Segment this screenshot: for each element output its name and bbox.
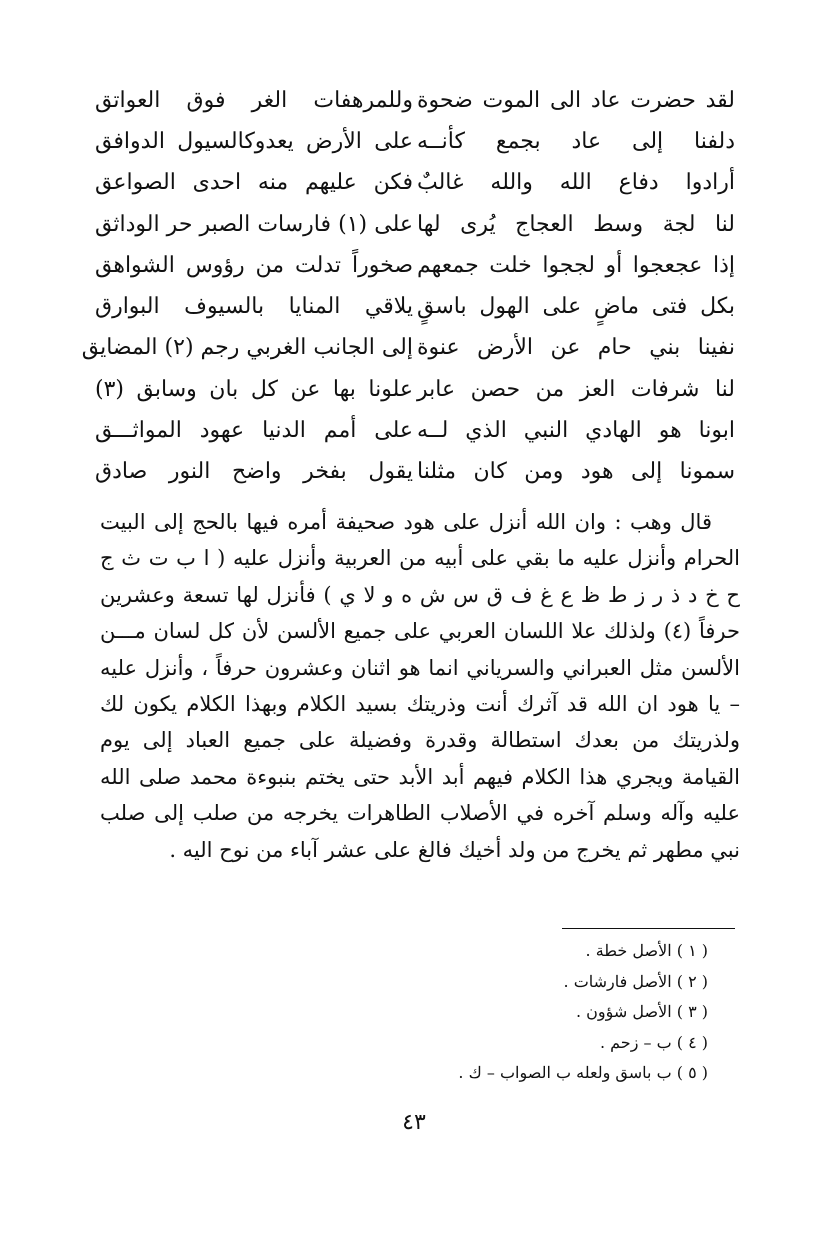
verse-first-hemistich: إذا عجعجوا أو لججوا خلت جمعهم — [417, 252, 735, 278]
verse-first-hemistich: لنا شرفات العز من حصن عابر — [417, 376, 735, 402]
poem-verse — [95, 80, 735, 121]
footnote-text: الأصل خطة . — [585, 941, 672, 960]
verse-second-hemistich: فكن عليهم منه احدى الصواعق — [95, 170, 413, 196]
footnote-divider — [562, 928, 735, 929]
verse-first-hemistich: سمونا إلى هود ومن كان مثلنا — [417, 459, 735, 485]
footnote — [288, 936, 708, 967]
verse-second-hemistich: على الأرض يعدوكالسيول الدوافق — [95, 128, 413, 154]
footnote — [288, 967, 708, 998]
verse-first-hemistich: لقد حضرت عاد الى الموت ضحوة — [417, 87, 735, 113]
verse-first-hemistich: دلفنا إلى عاد بجمع كأنــه — [417, 128, 735, 154]
footnote — [288, 997, 708, 1028]
verse-first-hemistich: ابونا هو الهادي النبي الذي لــه — [417, 418, 735, 444]
poem-verse — [95, 410, 735, 451]
footnote-number: ( ٤ ) — [676, 1032, 708, 1052]
verse-second-hemistich: إلى الجانب الغربي رجم (٢) المضايق — [81, 335, 413, 361]
footnote-number: ( ١ ) — [676, 941, 708, 960]
footnotes — [288, 936, 708, 1089]
footnote-number: ( ٢ ) — [676, 971, 708, 991]
poem-verse — [81, 328, 735, 369]
footnote-number: ( ٣ ) — [676, 1002, 708, 1021]
verse-second-hemistich: يلاقي المنايا بالسيوف البوارق — [95, 294, 413, 320]
footnote — [288, 1058, 708, 1089]
footnote-text: ب باسق ولعله ب الصواب – ك . — [458, 1063, 672, 1082]
poem-verse — [95, 204, 735, 245]
prose-body — [100, 504, 740, 868]
verse-first-hemistich: بكل فتى ماضٍ على الهول باسقٍ — [417, 294, 735, 320]
verse-first-hemistich: نفينا بني حام عن الأرض عنوة — [417, 335, 735, 361]
poem-verse — [95, 121, 735, 162]
poem-verse — [95, 369, 735, 410]
footnote-text: ب – زحم . — [599, 1032, 672, 1052]
verse-second-hemistich: يقول بفخر واضح النور صادق — [95, 459, 413, 485]
footnote-text: الأصل شؤون . — [575, 1002, 672, 1021]
prose-paragraph: قال وهب : وان الله أنزل على هود صحيفة أمره فيها بالحج إلى البيت الحرام وأنزل عليه ما بقي على أبيه من العربية وأنزل عليه ( ا ب ت ث ج ح خ د ذ ر ز ط ظ ع غ ف ق س ش ه و لا ي ) فأنزل لها تسعة وعشرين حرفاً (٤) ولذلك علا اللسان العربي على جميع الألسن لأن كل لسان مـــن الألسن مثل العبراني والسرياني انما هو اثنان وعشرون حرفاً ، وأنزل عليه – يا هود ان الله قد آثرك أنت وذريتك بسيد الكلام وبهذا الكلام يكون لك ولذريتك من بعدك استطالة وقدرة وفضيلة على جميع العباد إلى يوم القيامة ويجري هذا الكلام فيهم أبد الأبد حتى يختم بنبوءة محمد صلى الله عليه وآله وسلم آخره في الأصلاب الطاهرات يخرجه من صلب إلى صلب نبي مطهر ثم يخرج من ولد أخيك فالغ على عشر آباء من نوح اليه . — [100, 510, 741, 862]
poem — [81, 80, 735, 493]
verse-second-hemistich: علونا بها عن كل بان وسابق (٣) — [95, 376, 413, 402]
verse-second-hemistich: على (١) فارسات الصبر حر الوداثق — [95, 211, 413, 237]
footnote-number: ( ٥ ) — [676, 1063, 708, 1082]
page-number: ٤٣ — [402, 1110, 426, 1135]
poem-verse — [95, 245, 735, 286]
poem-verse — [95, 452, 735, 493]
footnote-text: الأصل فارشات . — [563, 971, 672, 991]
verse-second-hemistich: صخوراً تدلت من رؤوس الشواهق — [95, 252, 413, 278]
verse-first-hemistich: لنا لجة وسط العجاج يُرى لها — [417, 211, 735, 237]
footnote — [288, 1028, 708, 1059]
verse-second-hemistich: على أمم الدنيا عهود المواثـــق — [95, 418, 413, 444]
verse-second-hemistich: وللمرهفات الغر فوق العواتق — [95, 87, 413, 113]
verse-first-hemistich: أرادوا دفاع الله والله غالبٌ — [417, 170, 735, 196]
poem-verse — [95, 286, 735, 327]
poem-verse — [95, 163, 735, 204]
